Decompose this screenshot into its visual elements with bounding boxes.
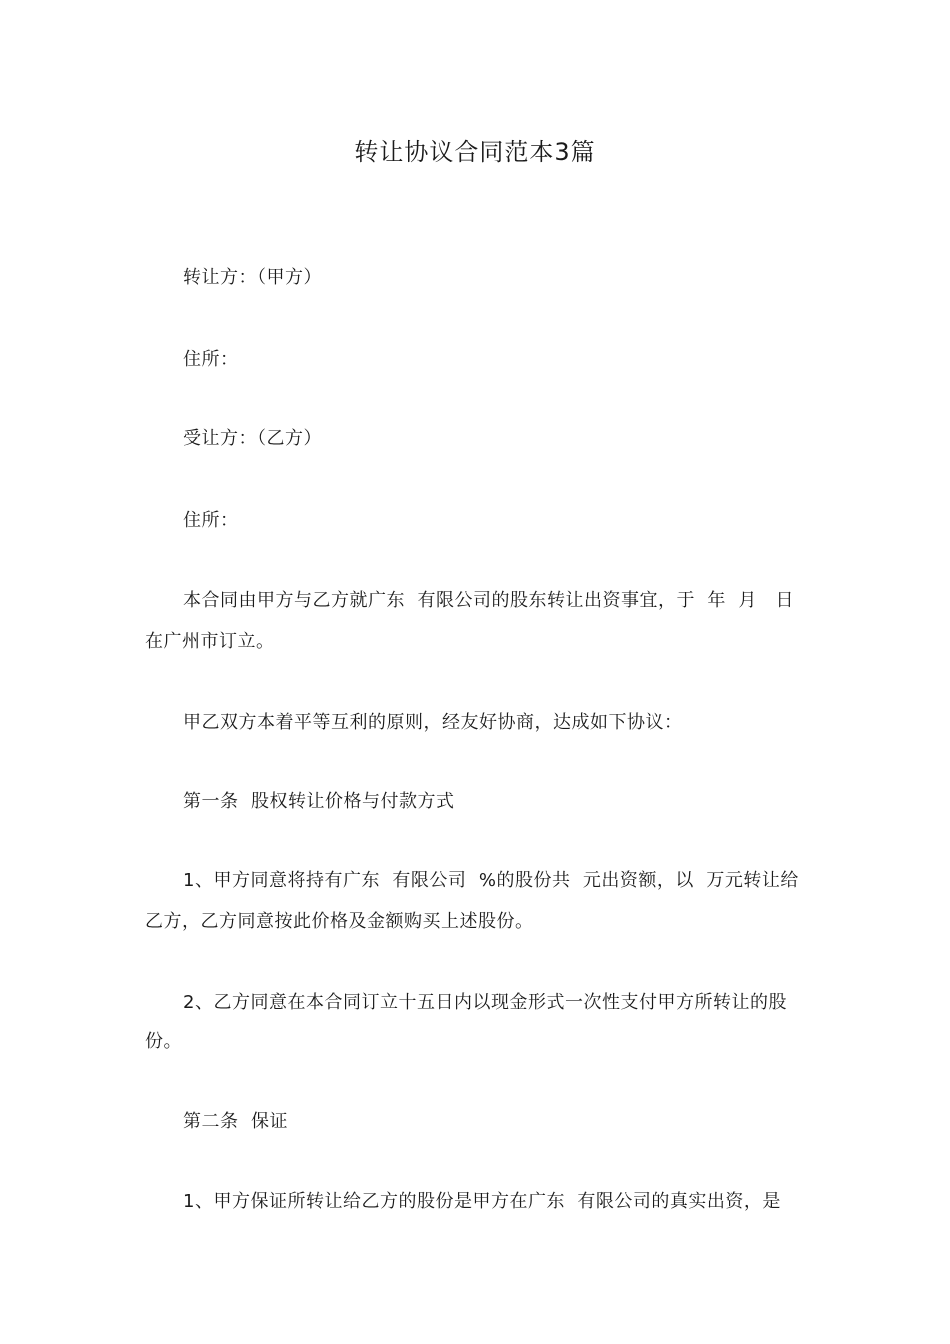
document-title: 转让协议合同范本3篇 [354,138,596,166]
transferor-address-line: 住所： [183,349,239,370]
article-2-heading: 第二条 保证 [183,1111,288,1132]
article-1-item-2-line-2: 份。 [145,1031,182,1052]
transferee-line: 受让方：（乙方） [183,428,322,449]
article-1-item-2-line-1: 2、乙方同意在本合同订立十五日内以现金形式一次性支付甲方所转让的股 [183,992,787,1013]
intro-paragraph-line-1: 本合同由甲方与乙方就广东 有限公司的股东转让出资事宜，于 年 月 日 [183,590,794,611]
agreement-paragraph: 甲乙双方本着平等互利的原则，经友好协商，达成如下协议： [183,712,683,733]
article-1-heading: 第一条 股权转让价格与付款方式 [183,791,455,812]
article-1-item-1-line-1: 1、甲方同意将持有广东 有限公司 %的股份共 元出资额，以 万元转让给 [183,870,799,891]
article-2-item-1-line-1: 1、甲方保证所转让给乙方的股份是甲方在广东 有限公司的真实出资，是 [183,1191,781,1212]
article-1-item-1-line-2: 乙方，乙方同意按此价格及金额购买上述股份。 [145,911,534,932]
intro-paragraph-line-2: 在广州市订立。 [145,631,275,652]
transferee-address-line: 住所： [183,510,239,531]
transferor-line: 转让方：（甲方） [183,267,322,288]
